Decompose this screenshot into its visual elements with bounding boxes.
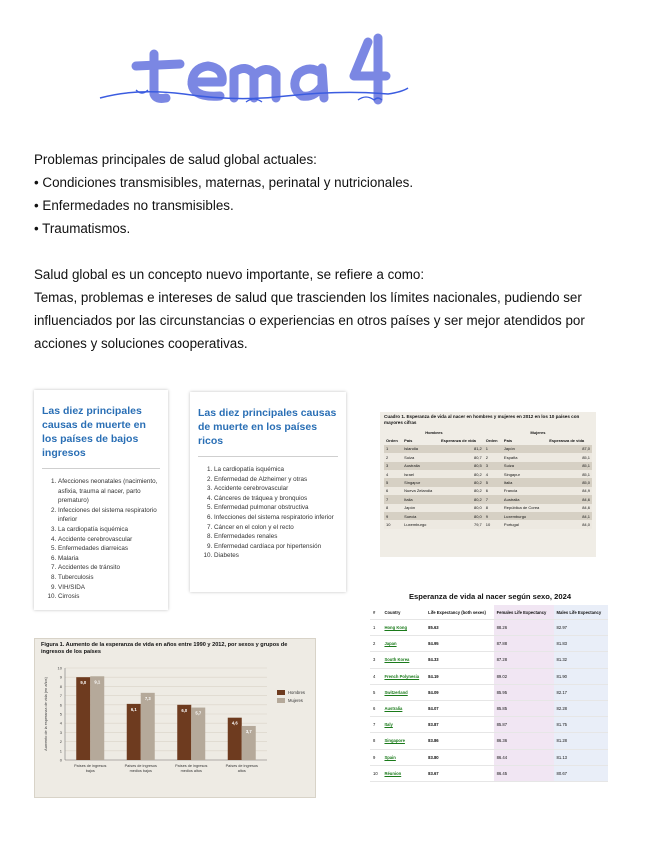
x-tick-label: Países de ingresos bbox=[74, 764, 107, 768]
table-cell: 82.28 bbox=[554, 700, 608, 716]
table-cell: 8 bbox=[370, 733, 381, 749]
table-row bbox=[370, 749, 608, 765]
table-row bbox=[384, 478, 592, 486]
table-row bbox=[370, 700, 608, 716]
list-item: 6. Malaria bbox=[58, 554, 160, 564]
table-cell: 4 bbox=[370, 668, 381, 684]
column-header: Esperanza de vida bbox=[549, 438, 585, 444]
table-cell: 85.85 bbox=[494, 700, 554, 716]
list-item: 5. Enfermedad pulmonar obstructiva bbox=[214, 503, 338, 513]
group-header-men: Hombres bbox=[425, 429, 443, 435]
definition-line: Salud global es un concepto nuevo importante, se refiere a como: bbox=[34, 267, 425, 282]
table-cell: 85,1 bbox=[547, 462, 592, 470]
list-item: 10. Diabetes bbox=[214, 551, 338, 561]
table-row bbox=[384, 462, 592, 470]
table-cell: 5 bbox=[370, 684, 381, 700]
country-link[interactable]: Switzerland bbox=[381, 684, 425, 700]
table-cell: 85.95 bbox=[494, 684, 554, 700]
table-cell: 8 bbox=[384, 504, 402, 512]
table-cell: 80,2 bbox=[439, 495, 484, 503]
column-header: # bbox=[370, 605, 381, 620]
bullet-item: • Traumatismos. bbox=[34, 221, 131, 236]
table-cell: 9 bbox=[484, 512, 502, 520]
list-item: 4. Accidente cerebrovascular bbox=[58, 535, 160, 545]
divider bbox=[198, 456, 338, 457]
chart-title: Figura 1. Aumento de la esperanza de vida en años entre 1990 y 2012, por sexos y grupos de ingresos de los países bbox=[41, 642, 288, 655]
data-label: 9,1 bbox=[94, 679, 101, 685]
y-tick-label: 1 bbox=[59, 748, 62, 754]
table-cell: 88.26 bbox=[494, 620, 554, 636]
table-cell: 2 bbox=[370, 636, 381, 652]
table-cell: 84,6 bbox=[547, 504, 592, 512]
list-item: 2. Infecciones del sistema respiratorio inferior bbox=[58, 506, 160, 525]
table-row bbox=[384, 512, 592, 520]
table-cell: 7 bbox=[484, 495, 502, 503]
x-tick-label: Países de ingresos bbox=[175, 764, 208, 768]
column-header: Life Expectancy (both sexes) bbox=[425, 605, 493, 620]
table-cell: 83.86 bbox=[425, 733, 493, 749]
table-cell: 1 bbox=[370, 620, 381, 636]
column-header: Orden bbox=[485, 438, 498, 444]
y-axis-label: Aumento de la esperanza de vida (en años) bbox=[44, 677, 48, 751]
table-cell: Nueva Zelandia bbox=[402, 487, 439, 495]
data-label: 3,7 bbox=[245, 728, 252, 734]
list-item: 9. VIH/SIDA bbox=[58, 583, 160, 593]
x-tick-label: medios bajos bbox=[129, 769, 152, 773]
country-link[interactable]: Japan bbox=[381, 636, 425, 652]
list-item: 6. Infecciones del sistema respiratorio inferior bbox=[214, 513, 338, 523]
table-cell: 84.19 bbox=[425, 668, 493, 684]
list-item: 1. La cardiopatía isquémica bbox=[214, 465, 338, 475]
table-cell: 84,6 bbox=[547, 495, 592, 503]
table-cell: España bbox=[502, 453, 547, 461]
column-header: Country bbox=[381, 605, 425, 620]
table-cell: 87.28 bbox=[494, 652, 554, 668]
table-cell: 5 bbox=[484, 478, 502, 486]
list-item: 8. Tuberculosis bbox=[58, 573, 160, 583]
data-label: 7,3 bbox=[144, 695, 151, 701]
table-cell: 84.07 bbox=[425, 700, 493, 716]
table-cell: 80,2 bbox=[439, 478, 484, 486]
divider bbox=[42, 468, 160, 469]
table-cell: Australia bbox=[502, 495, 547, 503]
country-link[interactable]: Italy bbox=[381, 717, 425, 733]
handwritten-title bbox=[96, 28, 426, 112]
table-row bbox=[370, 733, 608, 749]
data-label: 6,0 bbox=[181, 707, 188, 713]
table-row bbox=[370, 765, 608, 781]
legend-label: Mujeres bbox=[288, 698, 303, 703]
country-link[interactable]: French Polynesia bbox=[381, 668, 425, 684]
table-cell: 86.36 bbox=[494, 733, 554, 749]
table-cell: 1 bbox=[484, 445, 502, 453]
table-cell: 83.80 bbox=[425, 749, 493, 765]
legend-swatch bbox=[277, 698, 285, 703]
table-cell: 82.17 bbox=[554, 684, 608, 700]
table-cell: 10 bbox=[384, 520, 402, 528]
country-link[interactable]: South Korea bbox=[381, 652, 425, 668]
bar bbox=[177, 705, 191, 760]
column-header: Orden bbox=[386, 438, 398, 444]
x-tick-label: bajos bbox=[85, 769, 95, 773]
table-cell: 81.13 bbox=[554, 749, 608, 765]
table-cell: 81.75 bbox=[554, 717, 608, 733]
table-cell: Australia bbox=[402, 462, 439, 470]
country-link[interactable]: Australia bbox=[381, 700, 425, 716]
intro-text bbox=[34, 148, 634, 355]
card-low-income-list bbox=[42, 477, 160, 602]
table-cell: 85,0 bbox=[547, 478, 592, 486]
card-high-income-causes bbox=[190, 392, 346, 592]
table-cell: 10 bbox=[484, 520, 502, 528]
country-link[interactable]: Spain bbox=[381, 749, 425, 765]
country-link[interactable]: Réunion bbox=[381, 765, 425, 781]
table-cell: Singapur bbox=[502, 470, 547, 478]
data-label: 5,7 bbox=[195, 710, 202, 716]
card-low-income-causes bbox=[34, 390, 168, 610]
table-cell: Italia bbox=[402, 495, 439, 503]
table-cell: 9 bbox=[370, 749, 381, 765]
table-title: Esperanza de vida al nacer según sexo, 2024 bbox=[408, 592, 572, 601]
table-cell: 79,7 bbox=[439, 520, 484, 528]
table-cell: 3 bbox=[384, 462, 402, 470]
table-cell: 80,2 bbox=[439, 470, 484, 478]
x-tick-label: Países de ingresos bbox=[124, 764, 157, 768]
list-item: 8. Enfermedades renales bbox=[214, 532, 338, 542]
table-cell: Israel bbox=[402, 470, 439, 478]
table-row bbox=[370, 684, 608, 700]
intro-heading: Problemas principales de salud global actuales: bbox=[34, 152, 317, 167]
life-expectancy-2012-table bbox=[380, 412, 596, 557]
table-cell: 89.02 bbox=[494, 668, 554, 684]
table-cell: 81.90 bbox=[554, 668, 608, 684]
country-link[interactable]: Hong Kong bbox=[381, 620, 425, 636]
card-low-income-title: Las diez principales causas de muerte en los países de bajos ingresos bbox=[42, 405, 146, 459]
x-tick-label: Países de ingresos bbox=[225, 764, 258, 768]
table-row bbox=[384, 487, 592, 495]
y-tick-label: 10 bbox=[57, 665, 62, 671]
bullet-item: • Enfermedades no transmisibles. bbox=[34, 198, 234, 213]
data-label: 9,0 bbox=[80, 680, 87, 686]
y-tick-label: 4 bbox=[59, 720, 62, 726]
list-item: 10. Cirrosis bbox=[58, 592, 160, 602]
table-row bbox=[370, 652, 608, 668]
table-cell: Japón bbox=[502, 445, 547, 453]
table-cell: Francia bbox=[502, 487, 547, 495]
table-cell: Islandia bbox=[402, 445, 439, 453]
table-cell: 86.44 bbox=[494, 749, 554, 765]
table-cell: 80,5 bbox=[439, 462, 484, 470]
table-cell: 85,1 bbox=[547, 453, 592, 461]
table-cell: 80,0 bbox=[439, 512, 484, 520]
list-item: 4. Cánceres de tráquea y bronquios bbox=[214, 494, 338, 504]
list-item: 1. Afecciones neonatales (nacimiento, asfixia, trauma al nacer, parto prematuro) bbox=[58, 477, 160, 506]
data-table bbox=[370, 605, 608, 782]
table-cell: 87,0 bbox=[547, 445, 592, 453]
table-cell: Portugal bbox=[502, 520, 547, 528]
table-cell: 80,7 bbox=[439, 453, 484, 461]
table-cell: 7 bbox=[370, 717, 381, 733]
table-row bbox=[370, 717, 608, 733]
table-cell: Luxemburgo bbox=[502, 512, 547, 520]
life-expectancy-2024-table bbox=[370, 592, 610, 792]
list-item: 2. Enfermedad de Alzheimer y otras bbox=[214, 475, 338, 485]
column-header: País bbox=[404, 438, 413, 444]
table-cell: 84.33 bbox=[425, 652, 493, 668]
table-cell: 1 bbox=[384, 445, 402, 453]
table-cell: 85,1 bbox=[547, 470, 592, 478]
table-cell: 87.88 bbox=[494, 636, 554, 652]
data-label: 6,1 bbox=[130, 706, 137, 712]
table-cell: 85.87 bbox=[494, 717, 554, 733]
country-link[interactable]: Singapore bbox=[381, 733, 425, 749]
figure-life-expectancy-increase bbox=[34, 638, 316, 798]
list-item: 3. La cardiopatía isquémica bbox=[58, 525, 160, 535]
y-tick-label: 5 bbox=[59, 711, 62, 717]
table-cell: 83.87 bbox=[425, 717, 493, 733]
table-cell: 7 bbox=[384, 495, 402, 503]
table-row bbox=[370, 636, 608, 652]
table-cell: 83.67 bbox=[425, 765, 493, 781]
table-cell: Luxemburgo bbox=[402, 520, 439, 528]
table-cell: 85.63 bbox=[425, 620, 493, 636]
list-item: 9. Enfermedad cardíaca por hipertensión bbox=[214, 542, 338, 552]
table-cell: 84,0 bbox=[547, 520, 592, 528]
table-cell: 2 bbox=[384, 453, 402, 461]
table-caption: Cuadro 1. Esperanza de vida al nacer en hombres y mujeres en 2012 en los 10 países con mayores cifras bbox=[384, 414, 580, 425]
bar-chart bbox=[35, 656, 315, 792]
list-item: 5. Enfermedades diarreicas bbox=[58, 544, 160, 554]
column-header: País bbox=[503, 438, 513, 444]
table-cell: 86.45 bbox=[494, 765, 554, 781]
column-header: Females Life Expectancy bbox=[494, 605, 554, 620]
table-cell: 3 bbox=[370, 652, 381, 668]
y-tick-label: 6 bbox=[59, 702, 62, 708]
table-cell: 84.95 bbox=[425, 636, 493, 652]
definition-body: Temas, problemas e intereses de salud que trascienden los límites nacionales, pudiendo ser influenciados por las circunstancias o experiencias en otros países y ser mejor atendidos por acciones y soluciones cooperativas. bbox=[34, 290, 585, 351]
table-row bbox=[370, 620, 608, 636]
bullet-item: • Condiciones transmisibles, maternas, perinatal y nutricionales. bbox=[34, 175, 414, 190]
table-cell: 6 bbox=[484, 487, 502, 495]
x-tick-label: medios altos bbox=[180, 769, 202, 773]
y-tick-label: 2 bbox=[59, 739, 62, 745]
legend-label: Hombres bbox=[288, 690, 305, 695]
handwritten-title-drawing bbox=[96, 28, 426, 112]
legend-swatch bbox=[277, 690, 285, 695]
list-item: 7. Cáncer en el colon y el recto bbox=[214, 523, 338, 533]
table-row bbox=[384, 445, 592, 453]
card-high-income-list bbox=[198, 465, 338, 561]
table-cell: 80.67 bbox=[554, 765, 608, 781]
table-row bbox=[384, 453, 592, 461]
table-cell: 84.09 bbox=[425, 684, 493, 700]
y-tick-label: 8 bbox=[59, 683, 62, 689]
table-cell: 82.97 bbox=[554, 620, 608, 636]
table-cell: 4 bbox=[484, 470, 502, 478]
table-cell: 84,1 bbox=[547, 512, 592, 520]
card-high-income-title: Las diez principales causas de muerte en los países ricos bbox=[198, 407, 337, 447]
table-cell: Italia bbox=[502, 478, 547, 486]
bar bbox=[90, 676, 104, 760]
table-cell: Suiza bbox=[402, 453, 439, 461]
table-cell: 2 bbox=[484, 453, 502, 461]
table-cell: República de Corea bbox=[502, 504, 547, 512]
group-header-women: Mujeres bbox=[530, 429, 546, 435]
table-row bbox=[370, 668, 608, 684]
y-tick-label: 9 bbox=[59, 674, 62, 680]
table-cell: Suecia bbox=[402, 512, 439, 520]
table-cell: 8 bbox=[484, 504, 502, 512]
table-cell: 6 bbox=[384, 487, 402, 495]
table-cell: Singapur bbox=[402, 478, 439, 486]
table-cell: 81.83 bbox=[554, 636, 608, 652]
bar bbox=[141, 693, 155, 760]
list-item: 3. Accidente cerebrovascular bbox=[214, 484, 338, 494]
list-item: 7. Accidentes de tránsito bbox=[58, 563, 160, 573]
y-tick-label: 0 bbox=[59, 757, 62, 763]
x-tick-label: altos bbox=[237, 769, 246, 773]
table-cell: Japón bbox=[402, 504, 439, 512]
column-header: Males Life Expectancy bbox=[554, 605, 608, 620]
table-cell: 9 bbox=[384, 512, 402, 520]
table-cell: 81.32 bbox=[554, 652, 608, 668]
table-cell: 81,2 bbox=[439, 445, 484, 453]
table-cell: 10 bbox=[370, 765, 381, 781]
table-cell: 4 bbox=[384, 470, 402, 478]
table-row bbox=[384, 504, 592, 512]
column-header: Esperanza de vida bbox=[441, 438, 476, 444]
table-cell: 5 bbox=[384, 478, 402, 486]
table-cell: 3 bbox=[484, 462, 502, 470]
table-cell: 6 bbox=[370, 700, 381, 716]
data-label: 4,6 bbox=[231, 720, 238, 726]
table-row bbox=[384, 520, 592, 528]
table-row bbox=[384, 495, 592, 503]
y-tick-label: 7 bbox=[59, 693, 62, 699]
table-cell: Suiza bbox=[502, 462, 547, 470]
table-row bbox=[384, 470, 592, 478]
table-cell: 80,0 bbox=[439, 504, 484, 512]
bar bbox=[76, 677, 90, 760]
y-tick-label: 3 bbox=[59, 729, 62, 735]
data-table bbox=[384, 428, 592, 529]
table-cell: 80,2 bbox=[439, 487, 484, 495]
table-cell: 84,9 bbox=[547, 487, 592, 495]
table-cell: 81.28 bbox=[554, 733, 608, 749]
bar bbox=[127, 704, 141, 760]
